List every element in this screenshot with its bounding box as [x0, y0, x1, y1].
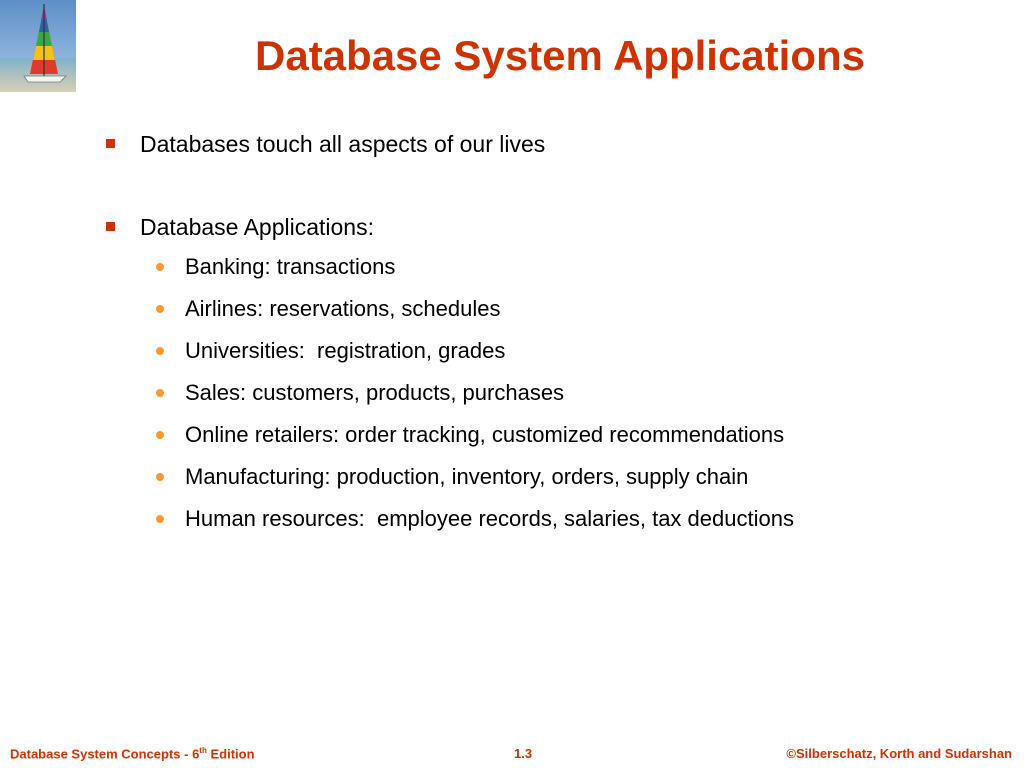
footer-copyright: ©Silberschatz, Korth and Sudarshan [786, 746, 1012, 761]
slide-title: Database System Applications [255, 32, 865, 79]
sub-bullet-text: Manufacturing: production, inventory, orders, supply chain [185, 464, 749, 489]
square-bullet-icon [106, 222, 115, 231]
footer-book-sup: th [199, 746, 207, 755]
bullet-text: Database Applications: [140, 214, 374, 240]
sub-bullet-item [104, 378, 1004, 420]
footer-page-number: 1.3 [514, 746, 533, 761]
sub-bullet-text: Airlines: reservations, schedules [185, 296, 501, 321]
sub-bullet-text: Online retailers: order tracking, customized recommendations [185, 422, 785, 447]
dot-bullet-icon [156, 347, 164, 355]
sub-bullet-item [104, 294, 1004, 336]
dot-bullet-icon [156, 305, 164, 313]
dot-bullet-icon [156, 263, 164, 271]
sub-bullet-item [104, 252, 1004, 294]
dot-bullet-icon [156, 473, 164, 481]
sub-bullet-text: Human resources: employee records, salaries, tax deductions [185, 506, 794, 531]
footer-book-prefix: Database System Concepts - 6 [10, 746, 200, 762]
sub-bullet-list [104, 252, 1004, 546]
bullet-text: Databases touch all aspects of our lives [140, 131, 546, 157]
slide-content [104, 128, 1004, 546]
sub-bullet-text: Sales: customers, products, purchases [185, 380, 565, 405]
dot-bullet-icon [156, 431, 164, 439]
footer-book-title [10, 746, 255, 761]
sub-bullet-item [104, 336, 1004, 378]
slide-footer [0, 744, 1024, 764]
sub-bullet-item [104, 420, 1004, 462]
sailboat-logo-icon [0, 0, 76, 92]
bullet-item [104, 128, 1004, 160]
sub-bullet-item [104, 504, 1004, 546]
dot-bullet-icon [156, 389, 164, 397]
square-bullet-icon [106, 139, 115, 148]
dot-bullet-icon [156, 515, 164, 523]
footer-book-suffix: Edition [206, 746, 255, 762]
sub-bullet-item [104, 462, 1004, 504]
sub-bullet-text: Universities: registration, grades [185, 338, 506, 363]
sub-bullet-text: Banking: transactions [185, 254, 396, 279]
bullet-item [104, 211, 1004, 243]
